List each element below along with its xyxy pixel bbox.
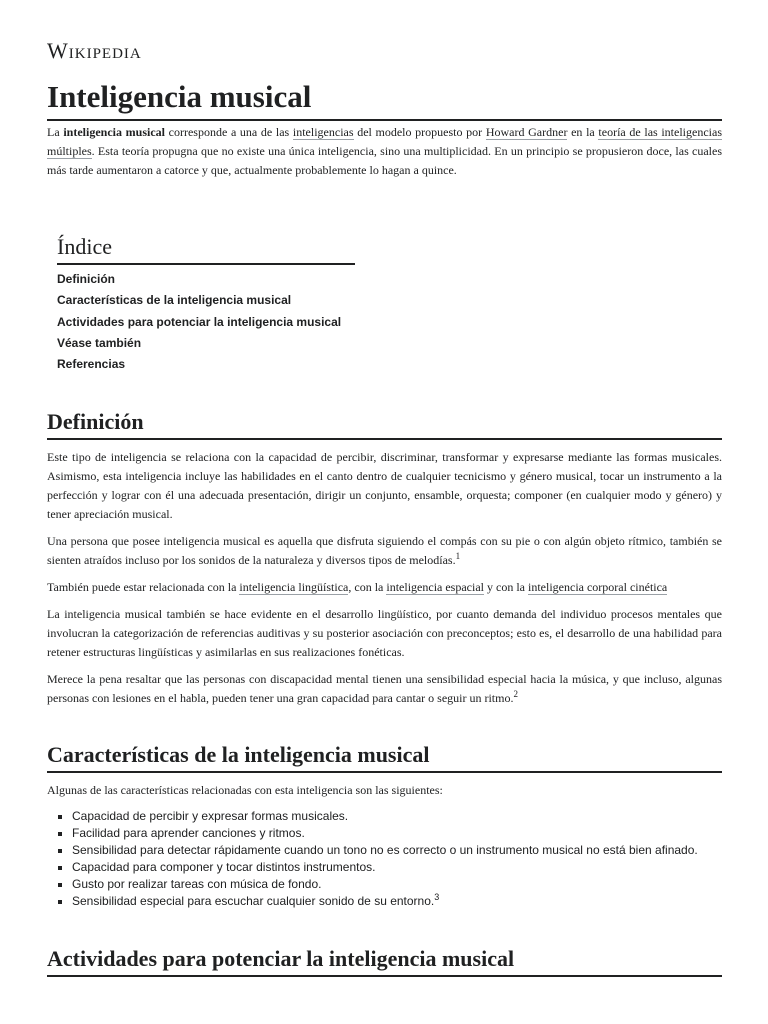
section-definicion xyxy=(47,408,722,708)
link-inteligencia-corporal-cinetica[interactable]: inteligencia corporal cinética xyxy=(528,580,668,594)
lead-text: en la xyxy=(567,125,599,139)
paragraph xyxy=(47,578,722,597)
toc-item-actividades[interactable]: Actividades para potenciar la inteligencia musical xyxy=(57,314,342,329)
toc-list xyxy=(57,269,355,375)
lead-paragraph xyxy=(47,123,722,180)
toc-title: Índice xyxy=(57,233,355,265)
list-item xyxy=(72,894,722,910)
list-item: ▪ Sensibilidad para detectar rápidamente cuando un tono no es correcto o un instrumento musical no está bien afinado. xyxy=(72,843,722,859)
section-heading: Actividades para potenciar la inteligencia musical xyxy=(47,945,722,977)
list-item: ▪ Gusto por realizar tareas con música de fondo. xyxy=(72,877,722,893)
section-caracteristicas xyxy=(47,741,722,911)
section-actividades xyxy=(47,945,722,977)
link-howard-gardner[interactable]: Howard Gardner xyxy=(485,125,568,139)
link-inteligencias[interactable]: inteligencias xyxy=(292,125,354,139)
lead-bold-term: inteligencia musical xyxy=(63,125,165,139)
paragraph-text: Una persona que posee inteligencia musical es aquella que disfruta siguiendo el compás con su pie o con algún objeto rítmico, también se sienten atraídos incluso por los sonidos de la naturaleza y diversos tipos de melodías. xyxy=(47,534,722,567)
toc-item-caracteristicas[interactable]: Características de la inteligencia musical xyxy=(57,293,292,308)
list-item: ▪ Capacidad de percibir y expresar formas musicales. xyxy=(72,809,722,825)
paragraph-text: También puede estar relacionada con la xyxy=(47,580,240,594)
wikipedia-logo[interactable]: Wikipedia xyxy=(47,38,142,63)
toc-item-vease-tambien[interactable]: Véase también xyxy=(57,335,142,350)
reference-marker[interactable]: 3 xyxy=(434,892,440,902)
paragraph: Este tipo de inteligencia se relaciona con la capacidad de percibir, discriminar, transformar y expresarse mediante las formas musicales. Asimismo, esta inteligencia incluye las habilidades en el canto dentro de cualquier tecnicismo y género musical, tocar un instrumento a la perfección y lograr con él una adecuada presentación, dirigir un conjunto, ensamble, orquesta; componer (en cualquier modo y género) y tener apreciación musical. xyxy=(47,450,722,521)
section-heading: Características de la inteligencia musical xyxy=(47,741,722,773)
paragraph-text: , con la xyxy=(348,580,387,594)
paragraph: La inteligencia musical también se hace evidente en el desarrollo lingüístico, por cuanto demanda del individuo procesos mentales que involucran la categorización de referencias auditivas y su posterior asociación con preconceptos; esto es, el desarrollo de una habilidad para retener estructuras lingüísticas y asimilarlas en sus realizaciones fonéticas. xyxy=(47,607,722,659)
list-item: ▪ Capacidad para componer y tocar distintos instrumentos. xyxy=(72,860,722,876)
link-inteligencia-espacial[interactable]: inteligencia espacial xyxy=(386,580,484,594)
paragraph-text: y con la xyxy=(484,580,528,594)
lead-text: del modelo propuesto por xyxy=(353,125,486,139)
lead-text: corresponde a una de las xyxy=(164,125,293,139)
reference-marker[interactable]: 1 xyxy=(455,551,461,561)
link-teoria-inteligencias-multiples[interactable]: teoría de las inteligencias múltiples xyxy=(47,125,722,158)
lead-text: . Esta teoría propugna que no existe una única inteligencia, sino una multiplicidad. En un principio se propusieron doce, las cuales más tarde aumentaron a catorce y que, actualmente probablemente lo hagan a quince. xyxy=(47,144,722,177)
toc-item-referencias[interactable]: Referencias xyxy=(57,357,126,372)
paragraph: Algunas de las características relacionadas con esta inteligencia son las siguientes: xyxy=(47,783,443,797)
paragraph xyxy=(47,532,722,570)
section-heading: Definición xyxy=(47,408,722,440)
list-item-text: Sensibilidad especial para escuchar cualquier sonido de su entorno. xyxy=(72,894,435,908)
lead-text: La xyxy=(47,125,64,139)
page-title: Inteligencia musical xyxy=(47,78,722,121)
reference-marker[interactable]: 2 xyxy=(513,689,518,699)
list-item: ▪ Facilidad para aprender canciones y ritmos. xyxy=(72,826,722,842)
table-of-contents xyxy=(57,233,355,375)
paragraph-text: Merece la pena resaltar que las personas con discapacidad mental tienen una sensibilidad especial hacia la música, y que incluso, algunas personas con lesiones en el habla, pueden tener una gran capacidad para cantar o seguir un ritmo. xyxy=(47,672,722,705)
characteristics-list xyxy=(47,809,722,910)
paragraph xyxy=(47,670,722,708)
link-inteligencia-linguistica[interactable]: inteligencia lingüística xyxy=(239,580,349,594)
toc-item-definicion[interactable]: Definición xyxy=(57,272,116,286)
